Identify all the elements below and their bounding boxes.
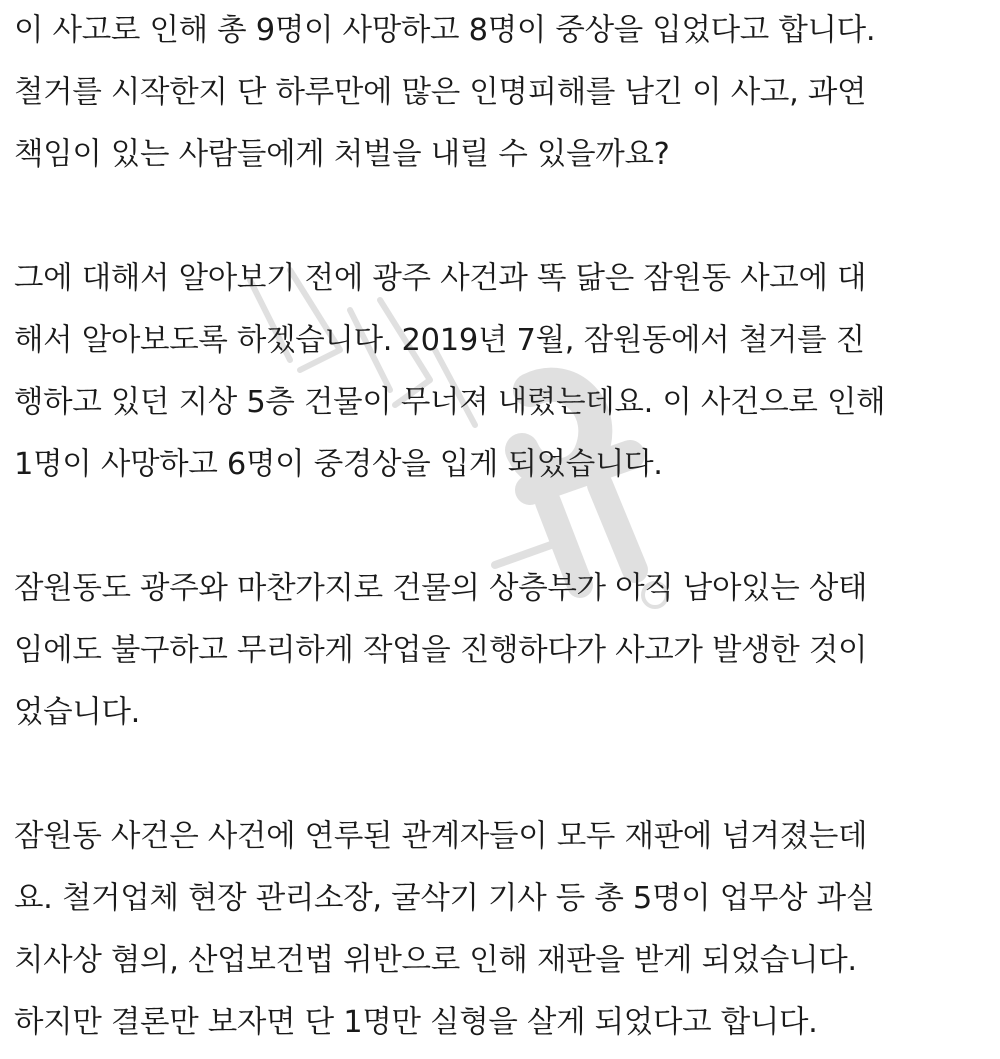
- text-line: 1명이 사망하고 6명이 중경상을 입게 되었습니다.: [14, 447, 663, 482]
- text-line: 치사상 혐의, 산업보건법 위반으로 인해 재판을 받게 되었습니다.: [14, 943, 857, 978]
- text-line: 해서 알아보도록 하겠습니다. 2019년 7월, 잠원동에서 철거를 진: [14, 323, 865, 358]
- paragraph-gap: [14, 186, 989, 248]
- paragraph-1: [14, 0, 989, 186]
- text-line: 잠원동도 광주와 마찬가지로 건물의 상층부가 아직 남아있는 상태: [14, 571, 868, 606]
- text-line: 철거를 시작한지 단 하루만에 많은 인명피해를 남긴 이 사고, 과연: [14, 75, 867, 110]
- paragraph-4: [14, 806, 989, 1054]
- text-line: 이 사고로 인해 총 9명이 사망하고 8명이 중상을 입었다고 합니다.: [14, 13, 876, 48]
- text-line: 그에 대해서 알아보기 전에 광주 사건과 똑 닮은 잠원동 사고에 대: [14, 261, 867, 296]
- text-line: 었습니다.: [14, 695, 141, 730]
- paragraph-gap: [14, 744, 989, 806]
- paragraph-3: [14, 558, 989, 744]
- text-line: 임에도 불구하고 무리하게 작업을 진행하다가 사고가 발생한 것이: [14, 633, 868, 668]
- text-line: 잠원동 사건은 사건에 연루된 관계자들이 모두 재판에 넘겨졌는데: [14, 819, 868, 854]
- text-line: 요. 철거업체 현장 관리소장, 굴삭기 기사 등 총 5명이 업무상 과실: [14, 881, 875, 916]
- paragraph-2: [14, 248, 989, 496]
- paragraph-gap: [14, 496, 989, 558]
- text-line: 책임이 있는 사람들에게 처벌을 내릴 수 있을까요?: [14, 137, 670, 172]
- article-body: [14, 0, 989, 1054]
- text-line: 행하고 있던 지상 5층 건물이 무너져 내렸는데요. 이 사건으로 인해: [14, 385, 886, 420]
- text-line: 하지만 결론만 보자면 단 1명만 실형을 살게 되었다고 합니다.: [14, 1005, 818, 1040]
